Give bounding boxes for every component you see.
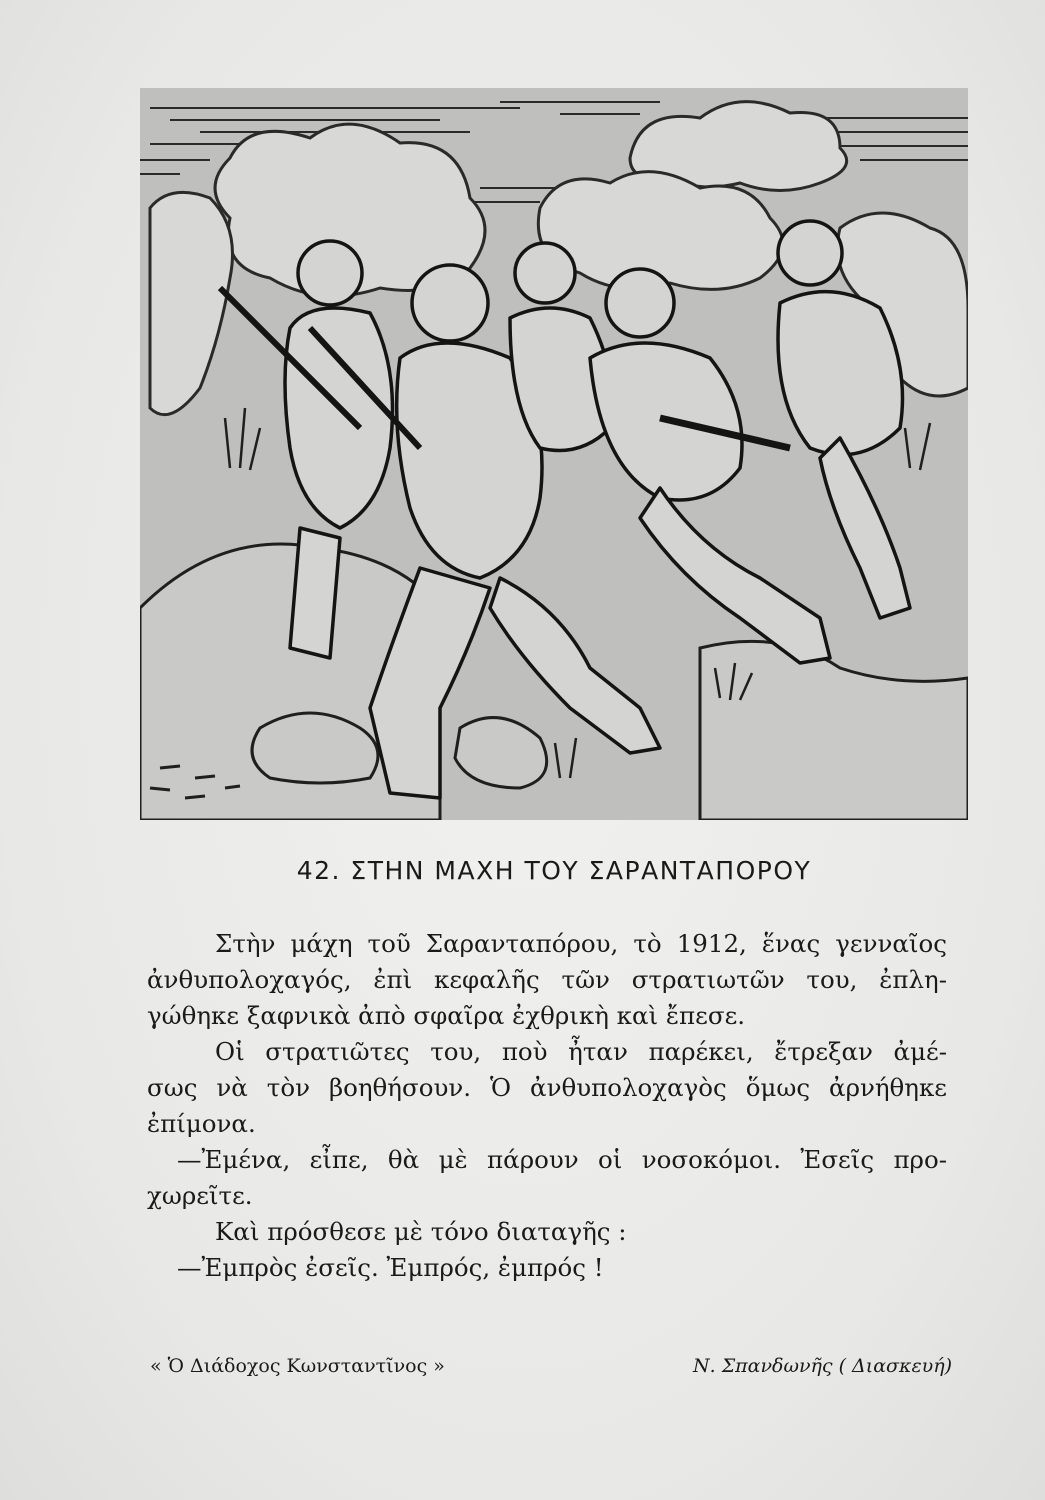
body-line: ἐπίμονα. xyxy=(147,1109,256,1138)
chapter-body xyxy=(147,926,947,1286)
body-line: —Ἐμένα, εἶπε, θὰ μὲ πάρουν οἱ νοσοκόμοι. Ἐσεῖς προ- xyxy=(177,1145,947,1174)
body-line: Καὶ πρόσθεσε μὲ τόνο διαταγῆς : xyxy=(215,1217,627,1246)
source-title: « Ὁ Διάδοχος Κωνσταντῖνος » xyxy=(150,1355,445,1377)
body-line: —Ἐμπρὸς ἐσεῖς. Ἐμπρός, ἐμπρός ! xyxy=(177,1253,604,1282)
body-line: γώθηκε ξαφνικὰ ἀπὸ σφαῖρα ἐχθρικὴ καὶ ἔπεσε. xyxy=(147,1001,746,1030)
body-line: Οἱ στρατιῶτες του, ποὺ ἦταν παρέκει, ἔτρεξαν ἀμέ- xyxy=(215,1037,947,1066)
body-line: χωρεῖτε. xyxy=(147,1181,253,1210)
body-line: Στὴν μάχη τοῦ Σαρανταπόρου, τὸ 1912, ἕνας γενναῖος xyxy=(215,929,947,958)
body-line: ἀνθυπολοχαγός, ἐπὶ κεφαλῆς τῶν στρατιωτῶν του, ἐπλη- xyxy=(147,965,947,994)
author-credit: Ν. Σπανδωνῆς ( Διασκευή) xyxy=(693,1355,952,1377)
chapter-title: 42. ΣΤΗΝ ΜΑΧΗ ΤΟΥ ΣΑΡΑΝΤΑΠΟΡΟΥ xyxy=(296,856,812,885)
body-line: σως νὰ τὸν βοηθήσουν. Ὁ ἀνθυπολοχαγὸς ὅμως ἀρνήθηκε xyxy=(147,1073,947,1102)
battle-scene-illustration-icon xyxy=(140,88,968,820)
battle-illustration xyxy=(140,88,968,820)
